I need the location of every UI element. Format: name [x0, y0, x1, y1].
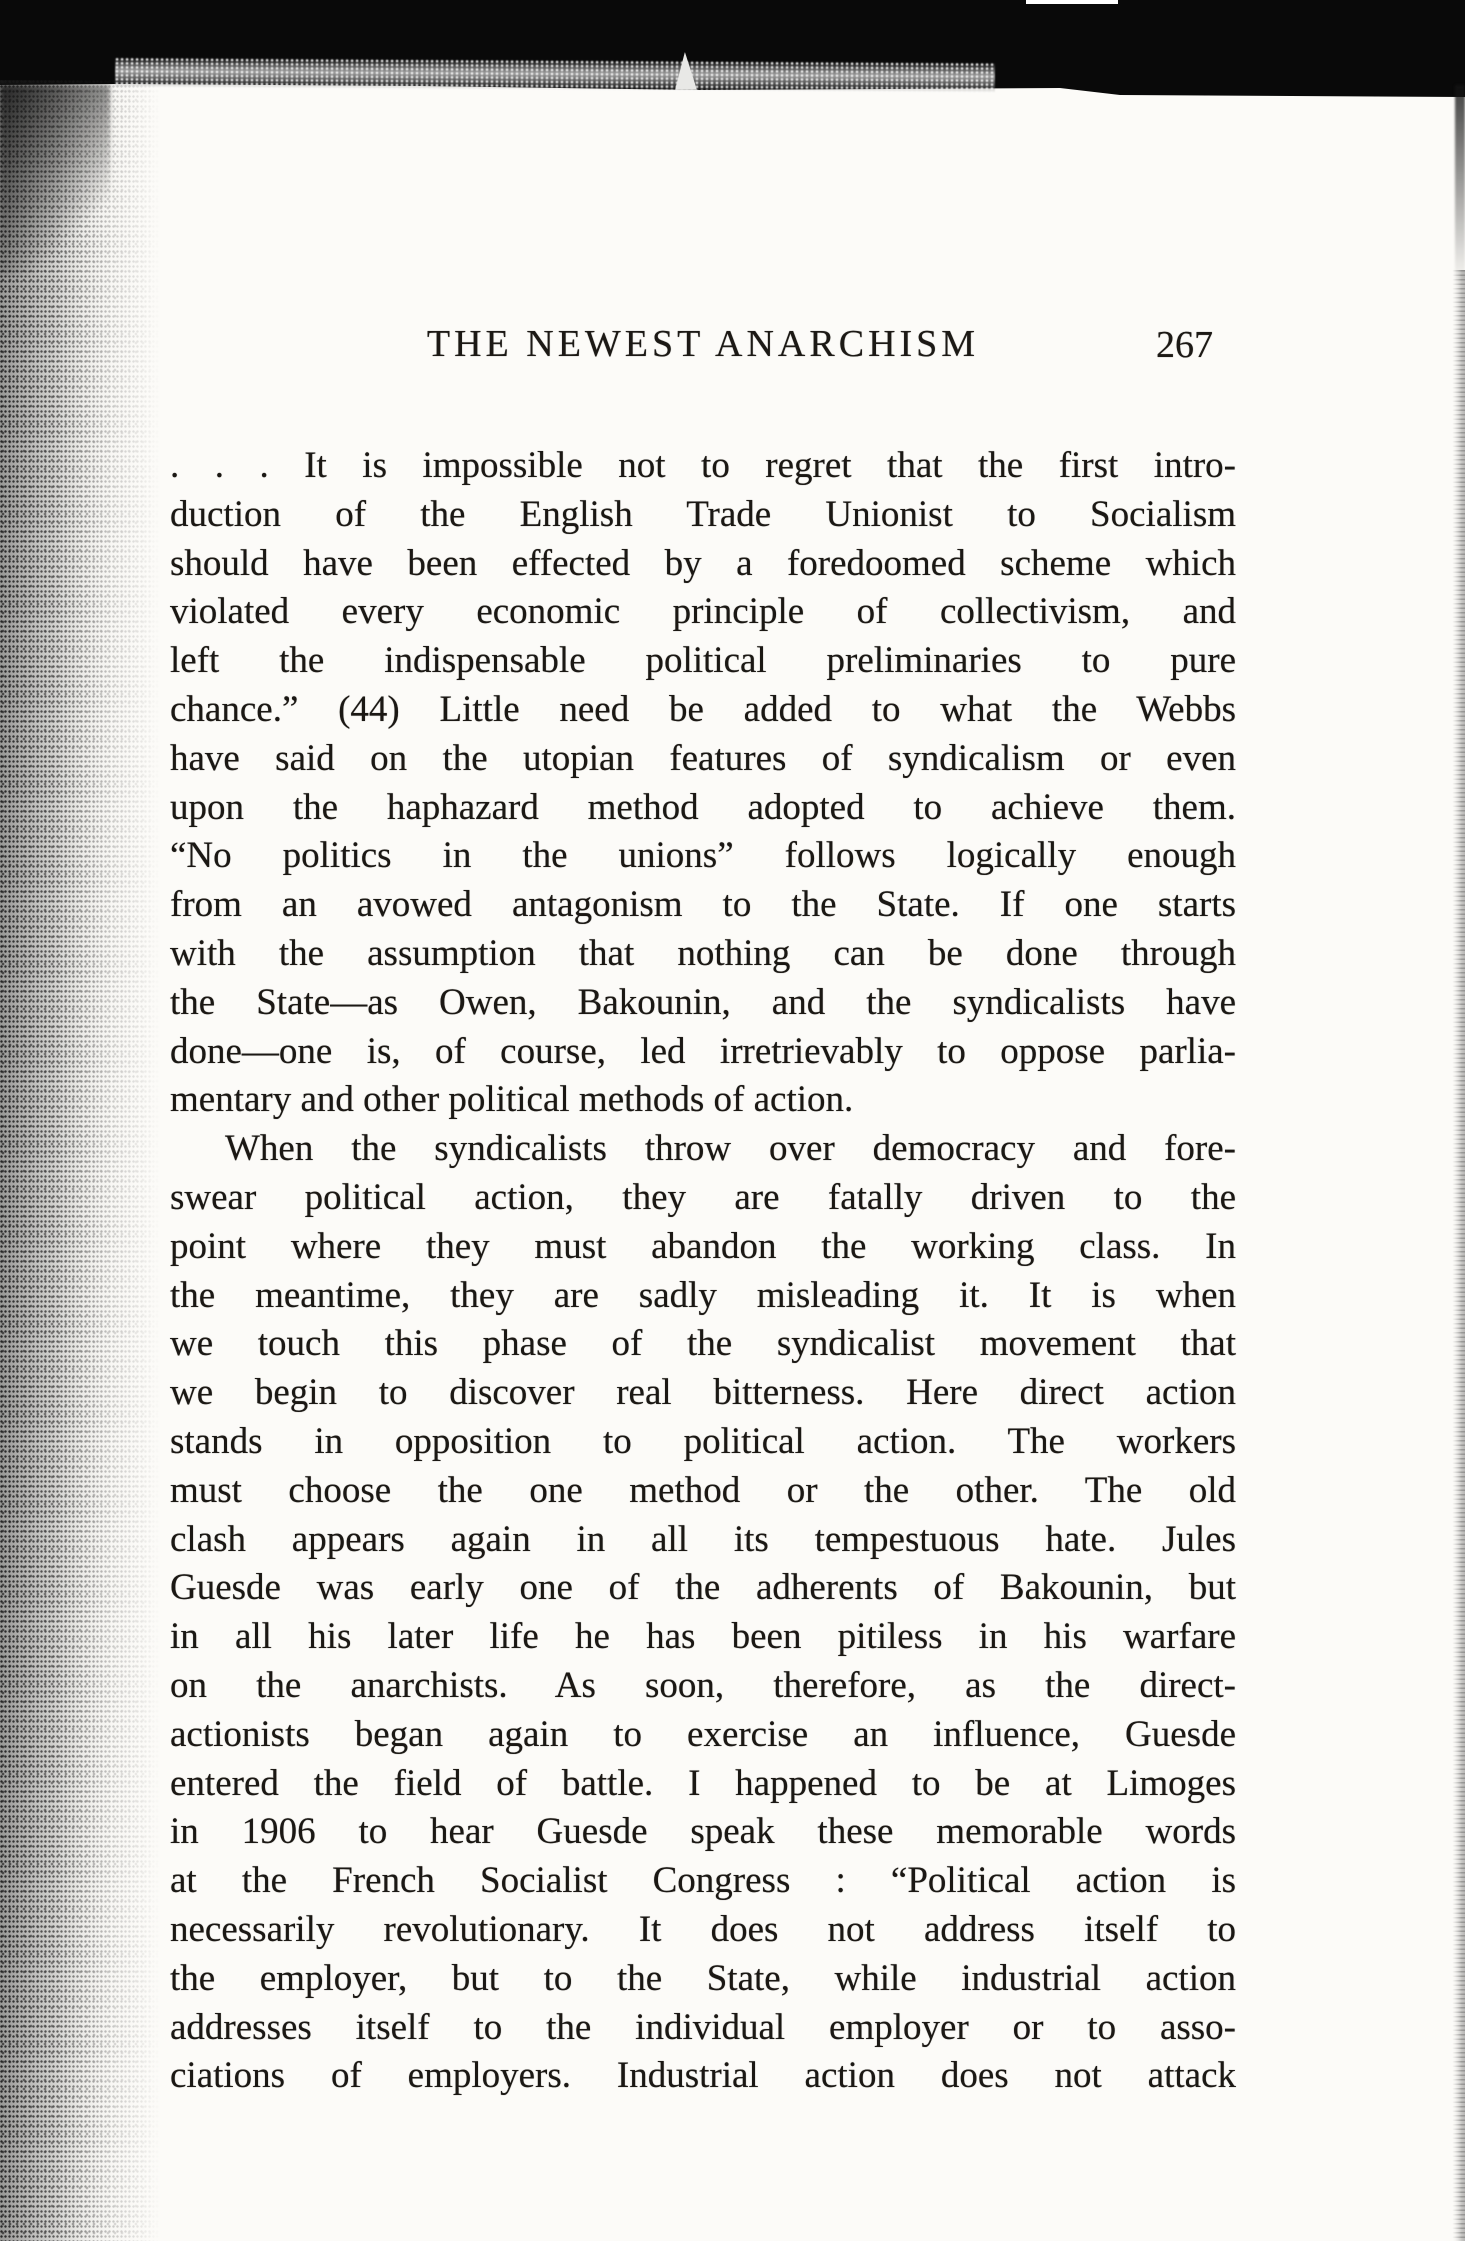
text-line: must choose the one method or the other. The old [170, 1469, 1236, 1511]
text-line: chance.” (44) Little need be added to what the Webbs [170, 688, 1236, 730]
text-line: from an avowed antagonism to the State. If one starts [170, 884, 1236, 926]
text-line: violated every economic principle of collectivism, and [170, 591, 1236, 633]
text-line: duction of the English Trade Unionist to Socialism [170, 493, 1236, 535]
text-line: When the syndicalists throw over democracy and fore- [225, 1128, 1236, 1170]
text-line: left the indispensable political preliminaries to pure [170, 640, 1236, 682]
text-line: mentary and other political methods of action. [170, 1079, 854, 1121]
text-line: actionists began again to exercise an influence, Guesde [170, 1713, 1236, 1755]
text-line: on the anarchists. As soon, therefore, as the direct- [170, 1664, 1236, 1706]
text-line: the employer, but to the State, while industrial action [170, 1957, 1236, 1999]
scan-top-edge-notch [1026, 0, 1118, 4]
text-column [170, 442, 1236, 2101]
scan-right-top-shadow [1455, 85, 1465, 285]
text-line: “No politics in the unions” follows logically enough [170, 835, 1236, 877]
scan-band-fuzz [115, 57, 995, 92]
text-line: have said on the utopian features of syndicalism or even [170, 737, 1236, 779]
text-line: swear political action, they are fatally driven to the [170, 1176, 1236, 1218]
text-line: upon the haphazard method adopted to achieve them. [170, 786, 1236, 828]
text-line: entered the field of battle. I happened to be at Limoges [170, 1762, 1236, 1804]
text-line: with the assumption that nothing can be done through [170, 932, 1236, 974]
text-line: should have been effected by a foredoomed scheme which [170, 542, 1236, 584]
text-line: addresses itself to the individual employer or to asso- [170, 2006, 1236, 2048]
text-line: in all his later life he has been pitiless in his warfare [170, 1616, 1236, 1658]
text-line: ciations of employers. Industrial action does not attack [170, 2055, 1236, 2097]
text-line: clash appears again in all its tempestuous hate. Jules [170, 1518, 1236, 1560]
text-line: necessarily revolutionary. It does not address itself to [170, 1908, 1236, 1950]
text-line: stands in opposition to political action. The workers [170, 1420, 1236, 1462]
text-line: at the French Socialist Congress : “Political action is [170, 1860, 1236, 1902]
text-line: done—one is, of course, led irretrievably to oppose parlia- [170, 1030, 1236, 1072]
text-line: in 1906 to hear Guesde speak these memorable words [170, 1811, 1236, 1853]
page-title: THE NEWEST ANARCHISM [426, 323, 980, 365]
scan-right-edge-shadow [1451, 270, 1465, 2241]
text-line: the meantime, they are sadly misleading it. It is when [170, 1274, 1236, 1316]
text-line: we begin to discover real bitterness. Here direct action [170, 1372, 1236, 1414]
text-line: we touch this phase of the syndicalist movement that [170, 1323, 1236, 1365]
page-number: 267 [1156, 324, 1213, 366]
page-header [170, 322, 1236, 374]
scan-left-gutter-shadow [0, 80, 160, 2241]
text-line: point where they must abandon the working class. In [170, 1225, 1236, 1267]
text-line: Guesde was early one of the adherents of Bakounin, but [170, 1567, 1236, 1609]
text-line: the State—as Owen, Bakounin, and the syndicalists have [170, 981, 1236, 1023]
text-line: . . . It is impossible not to regret that the first intro- [170, 445, 1236, 486]
